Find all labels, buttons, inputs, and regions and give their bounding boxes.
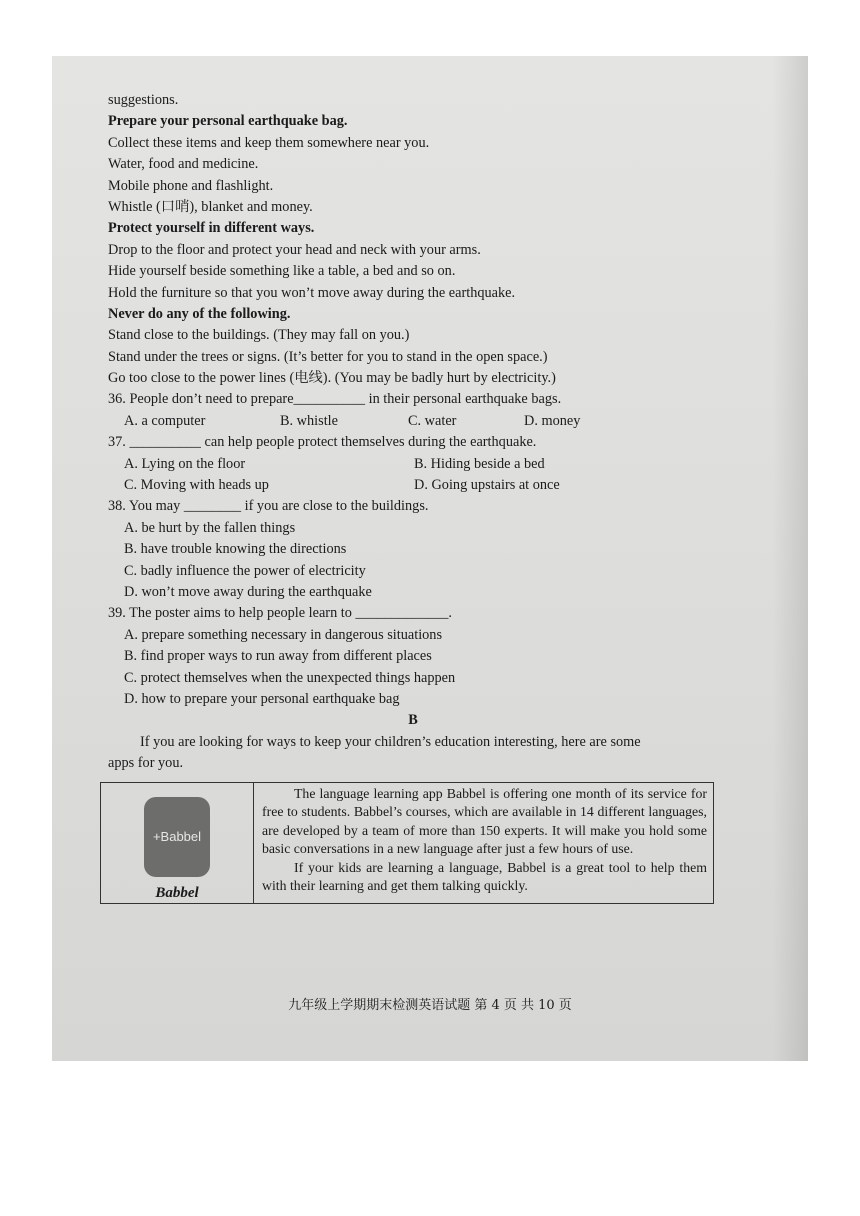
question-37-options-row2 [108, 475, 718, 496]
question-36-stem: 36. People don’t need to prepare__________ in their personal earthquake bags. [108, 391, 562, 408]
option-b: B. find proper ways to run away from different places [124, 648, 432, 665]
question-39-stem: 39. The poster aims to help people learn to _____________. [108, 605, 452, 622]
section-b-intro-cont: apps for you. [108, 755, 184, 772]
passage-line: Go too close to the power lines (电线). (You may be badly hurt by electricity.) [108, 370, 556, 387]
passage-line: Mobile phone and flashlight. [108, 177, 274, 194]
option-d: D. money [524, 412, 581, 429]
page-footer: 九年级上学期期末检测英语试题 第 4 页 共 10 页 [288, 998, 572, 1013]
table-row [101, 783, 714, 904]
option-d: D. won’t move away during the earthquake [124, 583, 372, 600]
option-c: C. protect themselves when the unexpected things happen [124, 669, 456, 686]
question-36-options [108, 411, 718, 432]
scanned-page [52, 56, 808, 1061]
question-37-options-row1 [108, 454, 718, 475]
section-b-label: B [408, 712, 418, 729]
option-b: B. Hiding beside a bed [414, 455, 545, 472]
babbel-app-icon: +Babbel [144, 797, 210, 877]
passage-line: Hide yourself beside something like a table, a bed and so on. [108, 263, 456, 280]
app-description-cell [254, 783, 714, 904]
app-icon-cell [101, 783, 254, 904]
section-heading: Never do any of the following. [108, 305, 291, 322]
passage-line: Hold the furniture so that you won’t move away during the earthquake. [108, 284, 516, 301]
option-a: A. a computer [124, 412, 206, 429]
question-37-stem: 37. __________ can help people protect themselves during the earthquake. [108, 434, 537, 451]
option-c: C. Moving with heads up [124, 477, 269, 494]
page-content [108, 90, 718, 775]
option-a: A. be hurt by the fallen things [124, 519, 296, 536]
option-c: C. badly influence the power of electricity [124, 562, 366, 579]
option-c: C. water [408, 412, 457, 429]
section-heading: Prepare your personal earthquake bag. [108, 113, 348, 130]
app-name: Babbel [155, 885, 199, 901]
question-38-stem: 38. You may ________ if you are close to the buildings. [108, 498, 429, 515]
option-a: A. Lying on the floor [124, 455, 246, 472]
option-d: D. Going upstairs at once [414, 477, 560, 494]
app-description-para1: The language learning app Babbel is offering one month of its service for free to students. Babbel’s courses, which are available in 14 different languages, are developed by a team of more than 150 experts. It will make you hold some basic conversations in a new language after just a few hours of use. [262, 786, 707, 857]
app-description-para2: If your kids are learning a language, Babbel is a great tool to help them with their learning and get them talking quickly. [262, 859, 707, 894]
passage-line: Whistle (口哨), blanket and money. [108, 198, 313, 215]
section-b-intro: If you are looking for ways to keep your children’s education interesting, here are some [140, 733, 641, 750]
passage-line: Water, food and medicine. [108, 156, 259, 173]
passage-line: Stand close to the buildings. (They may fall on you.) [108, 327, 410, 344]
app-table [100, 782, 714, 904]
passage-line: Collect these items and keep them somewhere near you. [108, 134, 430, 151]
option-b: B. whistle [280, 412, 338, 429]
passage-line: Stand under the trees or signs. (It’s better for you to stand in the open space.) [108, 348, 548, 365]
section-heading: Protect yourself in different ways. [108, 220, 315, 237]
option-d: D. how to prepare your personal earthquake bag [124, 690, 400, 707]
option-a: A. prepare something necessary in dangerous situations [124, 626, 443, 643]
passage-text: suggestions. [108, 92, 179, 108]
option-b: B. have trouble knowing the directions [124, 541, 347, 558]
passage-line: Drop to the floor and protect your head and neck with your arms. [108, 241, 481, 258]
